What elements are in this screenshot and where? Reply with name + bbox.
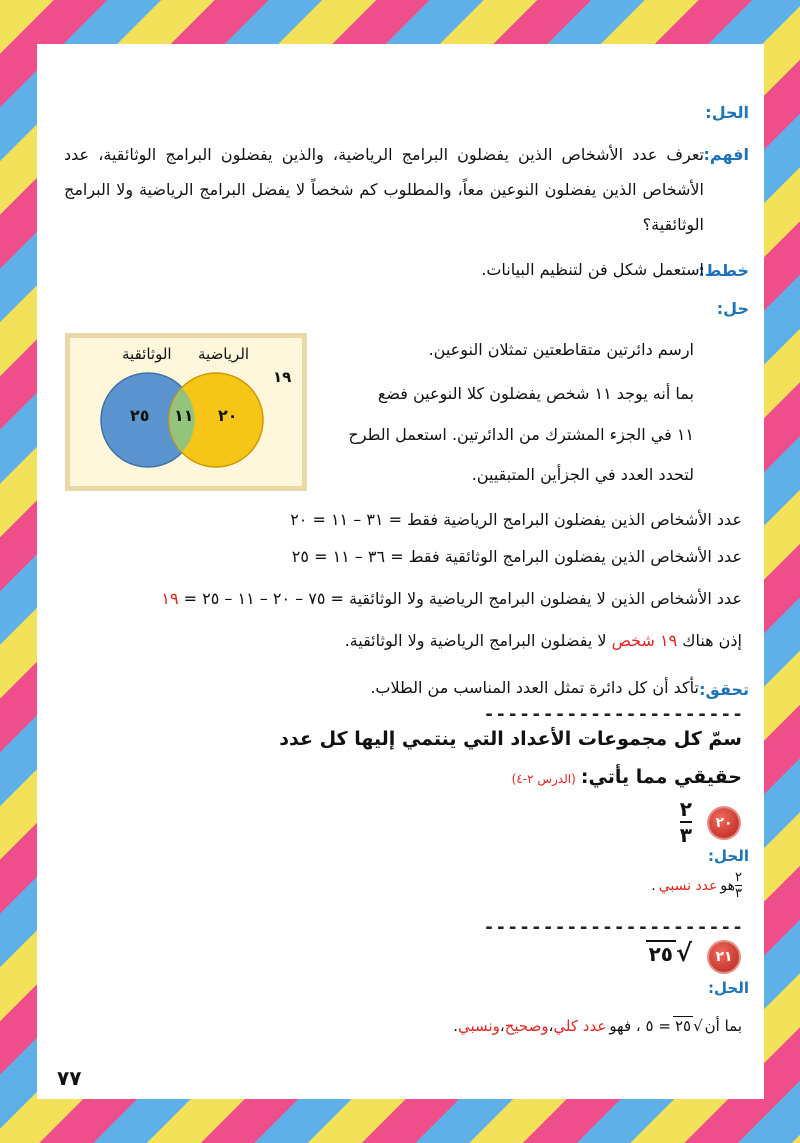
calc-line2: عدد الأشخاص الذين يفضلون البرامج الوثائقية فقط = ٣٦ – ١١ = ٢٥	[291, 547, 742, 566]
fraction-denominator: ٣	[679, 823, 692, 847]
q21-radical	[673, 1016, 703, 1035]
fraction-denominator: ٣	[735, 886, 742, 901]
check-label: تحقق:	[699, 680, 749, 699]
calc-line1: عدد الأشخاص الذين يفضلون البرامج الرياضية فقط = ٣١ – ١١ = ٢٠	[290, 510, 742, 529]
q21-prefix: بما أن	[704, 1016, 742, 1035]
radicand: ٢٥	[674, 1017, 692, 1035]
fraction-numerator: ٢	[679, 797, 692, 821]
q21-end: .	[453, 1016, 459, 1035]
solve-line1: ارسم دائرتين متقاطعتين تمثلان النوعين.	[428, 340, 694, 359]
calc-line3-result: ١٩	[161, 589, 179, 608]
calc-line3-text: عدد الأشخاص الذين لا يفضلون البرامج الرياضية ولا الوثائقية = ٧٥ – ٢٠ – ١١ – ٢٥ =	[178, 589, 742, 608]
conclusion-line	[345, 631, 742, 650]
calc-line3	[161, 589, 742, 608]
q21-type-whole: عدد كلي	[553, 1016, 607, 1035]
solve-label: حل:	[716, 299, 749, 318]
q20-answer-fraction	[735, 870, 742, 901]
page-sheet	[37, 44, 764, 1099]
q20-answer	[651, 870, 742, 901]
plan-label: خطط:	[698, 261, 749, 280]
task-line2-wrap	[512, 766, 742, 788]
check-text: تأكد أن كل دائرة تمثل العدد المناسب من الطلاب.	[370, 678, 699, 697]
divider-1: ----------------------	[483, 704, 744, 725]
venn-diagram	[65, 333, 307, 491]
fraction-numerator: ٢	[735, 870, 742, 885]
solve-line3: ١١ في الجزء المشترك من الدائرتين. استعمل الطرح	[348, 425, 694, 444]
task-line2: حقيقي مما يأتي:	[580, 766, 742, 788]
venn-value-outside: ١٩	[273, 368, 292, 386]
venn-value-sports: ٢٠	[218, 406, 238, 425]
q21-type-integer: وصحيح	[504, 1016, 549, 1035]
q21-answer	[453, 1016, 742, 1035]
q20-answer-suffix: .	[651, 877, 656, 894]
plan-text: استعمل شكل فن لتنظيم البيانات.	[481, 260, 704, 279]
q21-eq: = ٥ ، فهو	[609, 1016, 671, 1035]
radical-sign-icon: √	[693, 1017, 703, 1035]
question-20-badge: ٢٠	[709, 808, 739, 838]
question-20-fraction	[680, 797, 692, 847]
q21-sep1: ،	[548, 1016, 554, 1035]
venn-value-overlap: ١١	[174, 406, 194, 425]
solve-line2: بما أنه يوجد ١١ شخص يفضلون كلا النوعين فضع	[377, 384, 694, 403]
q20-answer-type: عدد نسبي	[658, 877, 718, 894]
understand-text: تعرف عدد الأشخاص الذين يفضلون البرامج الرياضية، والذين يفضلون البرامج الوثائقية، عدد الأشخاص الذين يفضلون النوعين معاً، والمطلوب كم شخصاً لا يفضل البرامج الرياضية ولا البرامج الوثائقية؟	[64, 145, 704, 234]
solution-label: الحل:	[705, 103, 749, 122]
q21-sep2: ،	[499, 1016, 505, 1035]
venn-label-documentary: الوثائقية	[122, 345, 172, 363]
conclusion-count: ١٩ شخص	[611, 631, 678, 650]
task-line1: سمّ كل مجموعات الأعداد التي ينتمي إليها كل عدد	[279, 728, 742, 750]
question-21-badge: ٢١	[709, 942, 739, 972]
solve-line4: لتحدد العدد في الجزأين المتبقيين.	[471, 465, 694, 484]
divider-2: ----------------------	[483, 917, 744, 938]
page-number: ٧٧	[57, 1066, 82, 1090]
understand-label: افهم:	[703, 145, 749, 164]
q21-type-rational: ونسبي	[458, 1016, 500, 1035]
q20-solution-label: الحل:	[708, 847, 749, 865]
q21-solution-label: الحل:	[708, 979, 749, 997]
conclusion-suffix: لا يفضلون البرامج الرياضية ولا الوثائقية.	[344, 631, 612, 650]
lesson-ref: (الدرس ٢-٤)	[511, 772, 576, 786]
radical-sign-icon: √	[675, 939, 692, 967]
conclusion-prefix: إذن هناك	[677, 631, 742, 650]
radicand: ٢٥	[646, 940, 676, 966]
q20-answer-prefix: هو	[720, 877, 736, 894]
venn-value-documentary: ٢٥	[130, 406, 150, 425]
venn-label-sports: الرياضية	[198, 345, 250, 363]
question-21-radical	[646, 940, 692, 966]
